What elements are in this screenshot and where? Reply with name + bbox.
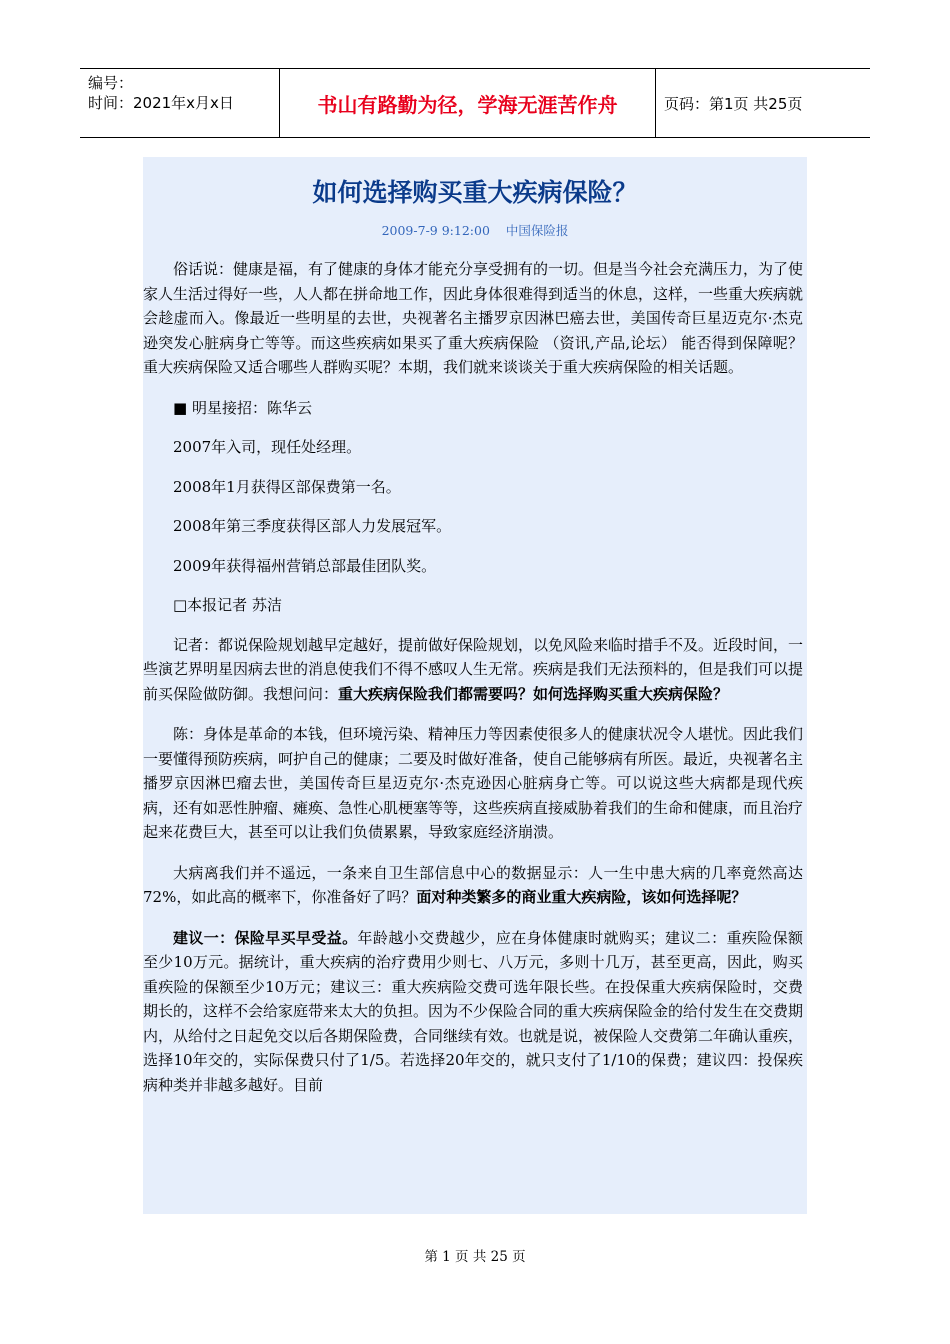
paragraph-answer: 陈：身体是革命的本钱，但环境污染、精神压力等因素使很多人的健康状况令人堪忧。因此我们一要懂得预防疾病，呵护自己的健康；二要及时做好准备，使自己能够病有所医。最近，央视著名主播罗京因淋巴瘤去世，美国传奇巨星迈克尔·杰克逊因心脏病身亡等。可以说这些大病都是现代疾病，还有如恶性肿瘤、瘫痪、急性心肌梗塞等等，这些疾病直接威胁着我们的生命和健康，而且治疗起来花费巨大，甚至可以让我们负债累累，导致家庭经济崩溃。 [143,725,804,841]
paragraph-bio-4: 2009年获得福州营销总部最佳团队奖。 [173,556,437,575]
paragraph-bio-3: 2008年第三季度获得区部人力发展冠军。 [173,517,452,535]
header-motto: 书山有路勤为径，学海无涯苦作舟 [280,69,656,137]
time-label: 时间：2021年x月x日 [88,94,234,112]
number-label: 编号： [88,74,134,92]
paragraph-bio-1: 2007年入司，现任处经理。 [173,438,362,456]
question-text: 记者：都说保险规划越早定越好，提前做好保险规划，以免风险来临时措手不及。近段时间，一些演艺界明星因病去世的消息使我们不得不感叹人生无常。疾病是我们无法预料的，但是我们可以提前买保险做防御。我想问问： [143,635,804,703]
paragraph-advice [143,926,803,1098]
paragraph-question [143,633,803,707]
advice-bold: 建议一：保险早买早受益。 [173,928,358,947]
header-meta [80,69,280,137]
advice-text: 年龄越小交费越少，应在身体健康时就购买；建议二：重疾险保额至少10万元。据统计，重大疾病的治疗费用少则七、八万元，多则十几万，甚至更高，因此，购买重疾险的保额至少10万元；建议三：重大疾病险交费可选年限长些。在投保重大疾病保险时，交费期长的，这样不会给家庭带来太大的负担。因为不少保险合同的重大疾病保险金的给付发生在交费期内，从给付之日起免交以后各期保险费，合同继续有效。也就是说，被保险人交费第二年确认重疾，选择10年交的，实际保费只付了1/5。若选择20年交的，就只支付了1/10的保费；建议四：投保疾病种类并非越多越好。目前 [143,928,804,1094]
article-date: 2009-7-9 9:12:00 [381,223,490,238]
paragraph-star: ■ 明星接招：陈华云 [173,398,312,417]
page-footer: 第 1 页 共 25 页 [424,1249,526,1265]
document-header [80,68,870,138]
article-panel [143,157,807,1214]
article-body [143,257,807,1097]
paragraph-statistics [143,861,803,910]
statistics-bold: 面对种类繁多的商业重大疾病险，该如何选择呢？ [416,888,747,906]
paragraph-intro: 俗话说：健康是福，有了健康的身体才能充分享受拥有的一切。但是当今社会充满压力，为了使家人生活过得好一些，人人都在拼命地工作，因此身体很难得到适当的休息，这样，一些重大疾病就会趁虚而入。像最近一些明星的去世，央视著名主播罗京因淋巴癌去世，美国传奇巨星迈克尔·杰克逊突发心脏病身亡等等。而这些疾病如果买了重大疾病保险 （资讯,产品,论坛） 能否得到保障呢？重大疾病保险又适合哪些人群购买呢？本期，我们就来谈谈关于重大疾病保险的相关话题。 [143,260,804,376]
header-page-info: 页码：第1页 共25页 [664,94,803,113]
paragraph-bio-2: 2008年1月获得区部保费第一名。 [173,477,401,496]
article-meta [143,221,807,239]
statistics-text: 大病离我们并不遥远，一条来自卫生部信息中心的数据显示：人一生中患大病的几率竟然高达72%，如此高的概率下，你准备好了吗？ [143,863,803,906]
question-bold: 重大疾病保险我们都需要吗？如何选择购买重大疾病保险？ [338,684,729,703]
article-title: 如何选择购买重大疾病保险？ [312,178,638,207]
article-source: 中国保险报 [505,223,569,238]
paragraph-reporter: □本报记者 苏洁 [173,596,282,614]
